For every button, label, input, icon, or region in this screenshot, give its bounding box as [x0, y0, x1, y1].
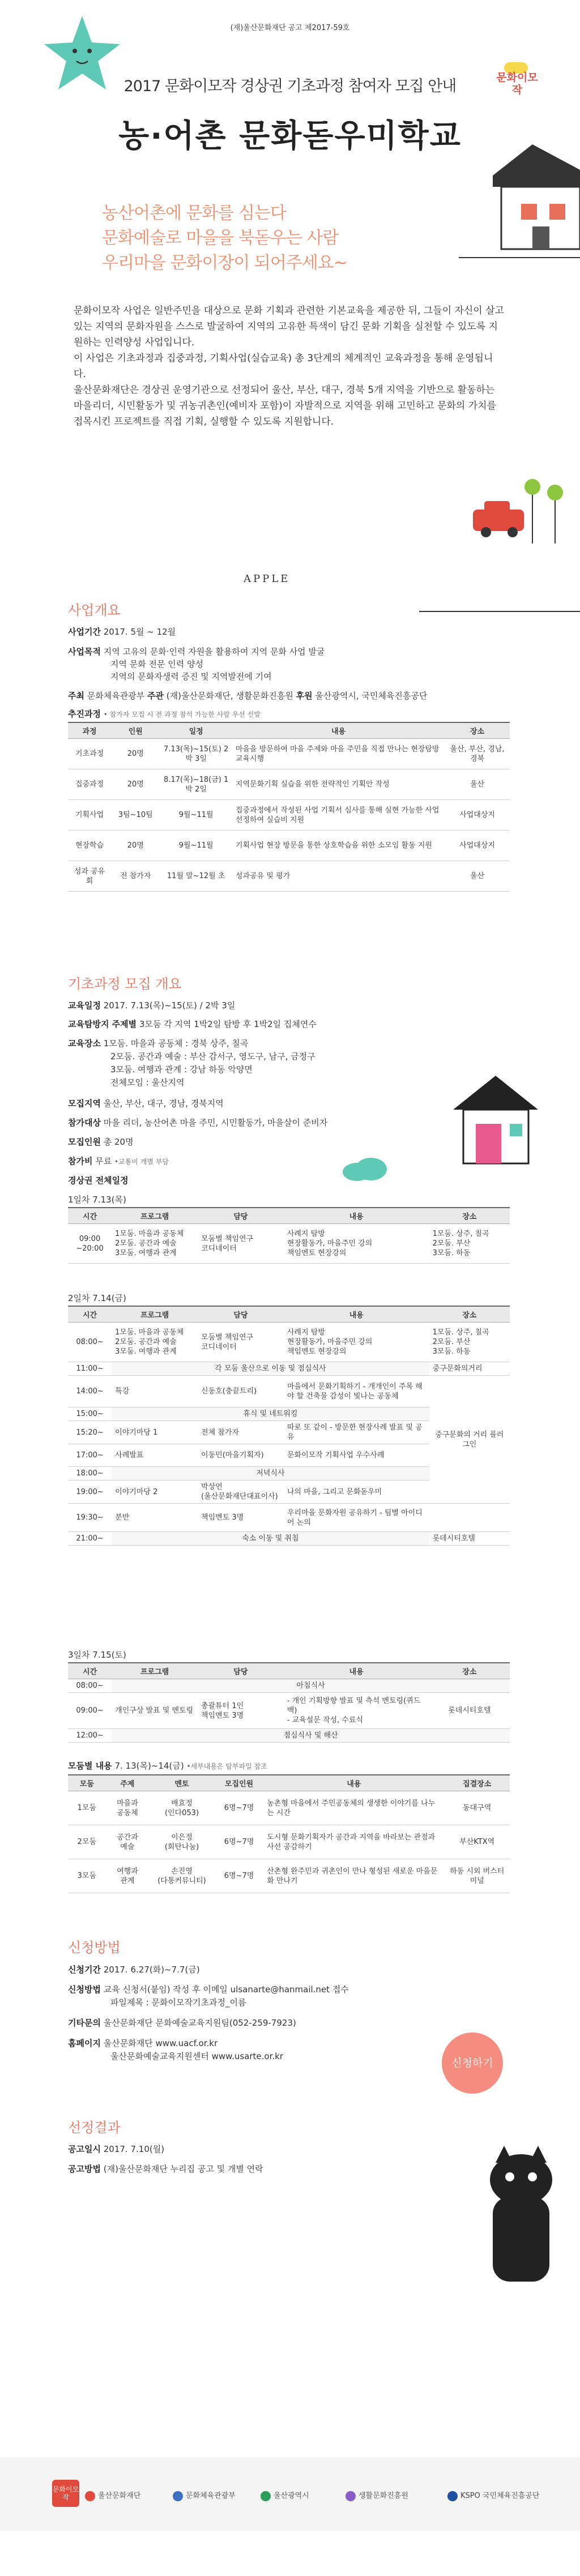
section-apply-title: 신청방법	[68, 1940, 121, 1955]
overview-period	[68, 626, 176, 638]
cell: 08:00~	[68, 1679, 112, 1693]
apply-contact	[68, 2017, 296, 2029]
overview-process	[68, 708, 261, 721]
table-header-row	[68, 722, 510, 739]
cell: 1모둠	[68, 1791, 106, 1825]
organizer-label: 주관	[147, 691, 164, 701]
cell: 6명~7명	[215, 1859, 263, 1893]
group-label: 모둠별 내용	[68, 1761, 112, 1771]
intro-paragraph: 이 사업은 기초과정과 집중과정, 기획사업(실습교육) 총 3단계의 체계적인 교육과정을 통해 운영됩니다.	[74, 353, 493, 380]
table-row	[68, 800, 510, 831]
apply-method	[68, 1983, 349, 1996]
cell: 사례발표	[112, 1444, 198, 1467]
host-value: 문화체육관광부	[87, 691, 145, 701]
cell: 롯데시티호텔	[429, 1693, 510, 1729]
theme-value: 3모둠 각 지역 1박2일 탐방 후 1박2일 집체연수	[139, 1019, 317, 1029]
place-item-3: 3모둠. 여행과 관계 : 강남 하동 악양면	[110, 1064, 253, 1075]
table-row	[68, 1323, 510, 1362]
fee-note: •교통비 개별 부담	[114, 1158, 169, 1166]
apple-text: APPLE	[244, 573, 291, 585]
cell: 울산	[445, 769, 510, 800]
cell: 이은정 (회탄나눔)	[149, 1825, 215, 1859]
cell: 지역문화기획 실습을 위한 전략적인 기획안 작성	[232, 769, 445, 800]
slogan-line: 문화예술로 마을을 북돋우는 사람	[102, 228, 339, 248]
table-header: 과정	[68, 722, 111, 739]
cell: 사업대상지	[445, 800, 510, 831]
cell: 1모둠. 마을과 공동체 2모둠. 공간과 예술 3모둠. 여행과 관계	[112, 1224, 198, 1264]
table-header: 멘토	[149, 1775, 215, 1791]
table-row	[68, 1791, 510, 1825]
overview-host	[68, 690, 427, 702]
cell: 09:00~	[68, 1693, 112, 1729]
basic-place	[68, 1037, 248, 1050]
day3-table	[68, 1662, 510, 1743]
table-header: 내용	[284, 1663, 429, 1679]
process-table	[68, 722, 510, 892]
cell: 사례지 탐방 현장활동가, 마을주민 강의 책임멘토 현장강의	[284, 1323, 429, 1362]
cell: 나의 마을, 그리고 문화돋우미	[284, 1480, 429, 1504]
cell: 기초과정	[68, 739, 111, 769]
cell: 15:20~	[68, 1421, 112, 1444]
detail-label: 경상권 전체일정	[68, 1175, 129, 1186]
table-header-row	[68, 1663, 510, 1679]
cell: 동대구역	[444, 1791, 510, 1825]
date-value: 2017. 7.13(목)~15(토) / 2박 3일	[103, 1000, 236, 1011]
day2-label: 2일차 7.14(금)	[68, 1293, 126, 1303]
section-overview-title: 사업개요	[68, 602, 121, 618]
support-label: 후원	[296, 691, 313, 701]
cell: 여행과 관계	[106, 1859, 149, 1893]
place-item-2: 2모둠. 공간과 예술 : 부산 감서구, 영도구, 남구, 금정구	[110, 1051, 315, 1062]
table-row	[68, 739, 510, 769]
table-header: 내용	[232, 722, 445, 739]
apply-method-value: 교육 신청서(붙임) 작성 후 이메일 ulsanarte@hanmail.net 접수	[103, 1984, 349, 1995]
cell: 11:00~	[68, 1362, 112, 1376]
table-header: 시간	[68, 1208, 112, 1224]
merged-place-cell: 중구문화의 거리 플러그인	[429, 1376, 510, 1504]
cell: 개인구상 발표 및 멘토링	[112, 1693, 198, 1729]
cell: 이야기마당 1	[112, 1421, 198, 1444]
cell: 이야기마당 2	[112, 1480, 198, 1504]
intro-paragraph: 울산문화재단은 경상권 운영기관으로 선정되어 울산, 부산, 대구, 경북 5개 지역을 기반으로 활동하는 마을리더, 시민활동가 및 귀농귀촌인(예비자 포함)이 자발적으로 지역을 위해 고민하고 문화의 가치를 접목시킨 프로젝트를 직접 기획, 실행할 수 있도록 지원합니다.	[74, 384, 497, 427]
table-header: 내용	[284, 1306, 429, 1323]
table-row	[68, 1532, 510, 1546]
table-header: 내용	[263, 1775, 444, 1791]
apply-method-label: 신청방법	[68, 1984, 101, 1995]
cell: 우리마을 문화자원 공유하기 - 팀별 아이디어 논의	[284, 1504, 429, 1532]
page-title: 농·어촌 문화돋우미학교	[118, 118, 462, 155]
theme-label: 교육탐방지 주제별	[68, 1019, 137, 1029]
cell: 1모둠. 상주, 칠곡 2모둠. 부산 3모둠. 하동	[429, 1323, 510, 1362]
date-label: 교육일정	[68, 1000, 101, 1011]
table-header-row	[68, 1306, 510, 1323]
section-result-title: 선정결과	[68, 2120, 121, 2136]
cell: 2모둠	[68, 1825, 106, 1859]
cell: 책임멘토 3명	[198, 1504, 284, 1532]
table-header: 장소	[429, 1663, 510, 1679]
day3-label: 3일차 7.15(토)	[68, 1650, 126, 1660]
footer-stamp	[52, 2480, 79, 2507]
table-header: 모집인원	[215, 1775, 263, 1791]
table-row	[68, 1362, 510, 1376]
cell: 사업대상지	[445, 831, 510, 861]
footer-stamp-text: 문화이모작	[52, 2485, 79, 2501]
logo-life-culture	[346, 2489, 408, 2501]
fee-value: 무료	[95, 1156, 112, 1166]
cell: 6명~7명	[215, 1791, 263, 1825]
table-row	[68, 1693, 510, 1729]
basic-count	[68, 1136, 134, 1148]
table-header: 인원	[111, 722, 160, 739]
section-basic-title: 기초과정 모집 개요	[68, 976, 182, 992]
table-header: 장소	[429, 1208, 510, 1224]
cell: 산촌형 완주민과 귀촌인이 만나 형성된 새로운 마을문화 만나기	[263, 1859, 444, 1893]
cell: 손진영 (다통커뮤니티)	[149, 1859, 215, 1893]
intro-text	[74, 303, 504, 430]
cell: 롯데시티호텔	[429, 1532, 510, 1546]
cell: 사례지 탐방 현장활동가, 마을주민 강의 책임멘토 현장강의	[284, 1224, 429, 1264]
count-label: 모집인원	[68, 1137, 101, 1147]
table-header: 시간	[68, 1306, 112, 1323]
host-label: 주최	[68, 691, 84, 701]
tree-car-illustration	[419, 476, 580, 623]
cell: 따로 또 같이 - 방문한 현장사례 발표 및 공유	[284, 1421, 429, 1444]
cell: 점심식사 및 해산	[112, 1729, 510, 1743]
cell: 12:00~	[68, 1729, 112, 1743]
cell: 18:00~	[68, 1467, 112, 1480]
cell: 모둠별 책임연구 코디네이터	[198, 1323, 284, 1362]
cell: 휴식 및 네트워킹	[112, 1407, 429, 1421]
cell: 11월 말~12월 초	[160, 861, 232, 892]
group-note: •세부내용은 탐부파일 참조	[186, 1762, 267, 1770]
cell: 특강	[112, 1376, 198, 1407]
title-sub: 2017 문화이모작 경상권 기초과정 참여자 모집 안내	[123, 78, 457, 95]
target-value: 마을 리더, 농산어촌 마을 주민, 시민활동가, 마을살이 준비자	[103, 1118, 328, 1128]
slogan-line: 농산어촌에 문화를 심는다	[102, 203, 286, 223]
result-date-label: 공고일시	[68, 2144, 101, 2154]
purpose-item-3: 지역의 문화자생력 증진 및 지역발전에 기여	[110, 671, 272, 682]
basic-region	[68, 1097, 224, 1110]
notice-number: (재)울산문화재단 공고 제2017-59호	[230, 24, 350, 32]
process-label: 추진과정	[68, 709, 101, 719]
basic-target	[68, 1116, 327, 1129]
contact-label: 기타문의	[68, 2018, 101, 2028]
cell: 이동민(마을기획자)	[198, 1444, 284, 1467]
intro-paragraph: 문화이모작 사업은 일반주민을 대상으로 문화 기획과 관련한 기본교육을 제공한 뒤, 그들이 자신이 살고 있는 지역의 문화자원을 스스로 발굴하여 지역의 고유한 특색이 담긴 문화 기획을 실천할 수 있도록 지원하는 인력양성 사업입니다.	[74, 305, 504, 348]
cell: 울산	[445, 861, 510, 892]
cell: 9월~11월	[160, 831, 232, 861]
cell: 전 참가자	[111, 861, 160, 892]
table-row	[68, 1825, 510, 1859]
cat-illustration	[470, 2140, 572, 2287]
table-header: 시간	[68, 1663, 112, 1679]
table-header: 프로그램	[112, 1306, 198, 1323]
result-method-value: (재)울산문화재단 누리집 공고 및 개별 연락	[103, 2164, 263, 2174]
table-row	[68, 1224, 510, 1264]
cell: 박상언 (울산문화재단대표이사)	[198, 1480, 284, 1504]
logo-ulsan	[261, 2489, 309, 2501]
region-label: 모집지역	[68, 1098, 101, 1109]
logo-uacf-text: 울산문화재단	[98, 2492, 141, 2500]
period-label: 사업기간	[68, 627, 101, 637]
logo-uacf	[85, 2489, 140, 2501]
house-illustration	[447, 136, 580, 272]
basic-date	[68, 999, 235, 1012]
table-header-row	[68, 1208, 510, 1224]
logo-mcst-text: 문화체육관광부	[186, 2492, 236, 2500]
cell: 저녁식사	[112, 1467, 429, 1480]
table-header: 모둠	[68, 1775, 106, 1791]
basic-theme	[68, 1018, 317, 1030]
basic-detail-label	[68, 1174, 129, 1187]
place-label: 교육장소	[68, 1038, 101, 1049]
cell: 19:00~	[68, 1480, 112, 1504]
table-header: 일정	[160, 722, 232, 739]
home-value-1: 울산문화재단 www.uacf.or.kr	[103, 2038, 218, 2048]
group-label-line	[68, 1760, 267, 1773]
cell: 총괄튜터 1인 책임멘토 3명	[198, 1693, 284, 1729]
table-row	[68, 1679, 510, 1693]
cell: 마을과 공동체	[106, 1791, 149, 1825]
purpose-item-2: 지역 문화 전문 인력 양성	[110, 659, 203, 669]
place-item-4: 전체모임 : 울산지역	[110, 1077, 185, 1088]
result-date-value: 2017. 7.10(월)	[103, 2144, 165, 2154]
table-header: 장소	[445, 722, 510, 739]
day1-label: 1일차 7.13(목)	[68, 1195, 126, 1205]
region-value: 울산, 부산, 대구, 경남, 경북지역	[103, 1098, 224, 1109]
organizer-value: (재)울산문화재단, 생활문화진흥원	[166, 691, 293, 701]
table-header: 집결장소	[444, 1775, 510, 1791]
cell: 분반	[112, 1504, 198, 1532]
table-header: 주제	[106, 1775, 149, 1791]
table-header: 담당	[198, 1306, 284, 1323]
cell: 부산KTX역	[444, 1825, 510, 1859]
table-header: 내용	[284, 1208, 429, 1224]
place-item: 1모둠. 마을과 공동체 : 경북 상주, 칠곡	[103, 1038, 249, 1049]
home-label: 홈페이지	[68, 2038, 101, 2048]
cell: 7.13(목)~15(토) 2박 3일	[160, 739, 232, 769]
result-method	[68, 2163, 263, 2175]
cell: 신동호(충끝트리)	[198, 1376, 284, 1407]
process-note: • 참가자 모집 시 전 과정 참석 가능한 사람 우선 선발	[103, 711, 261, 718]
cell: 3모둠	[68, 1859, 106, 1893]
table-header: 프로그램	[112, 1663, 198, 1679]
slogan-line: 우리마을 문화이장이 되어주세요~	[102, 253, 347, 273]
cell: 배효정 (인다053)	[149, 1791, 215, 1825]
cell: 09:00 ~20:00	[68, 1224, 112, 1264]
purpose-label: 사업목적	[68, 647, 101, 657]
logo-ulsan-text: 울산광역시	[274, 2492, 309, 2500]
table-header: 담당	[198, 1208, 284, 1224]
cell: 기획사업 현장 방문을 통한 상호학습을 위한 소모임 활동 지원	[232, 831, 445, 861]
contact-value: 울산문화재단 문화예술교육지원팀(052-259-7923)	[103, 2018, 296, 2028]
cell: 현장학습	[68, 831, 111, 861]
table-row	[68, 861, 510, 892]
result-method-label: 공고방법	[68, 2164, 101, 2174]
cell: 1모둠. 마을과 공동체 2모둠. 공간과 예술 3모둠. 여행과 관계	[112, 1323, 198, 1362]
cell: 14:00~	[68, 1376, 112, 1407]
cell: 성과 공유회	[68, 861, 111, 892]
table-row	[68, 1504, 510, 1532]
cell: 전체 참가자	[198, 1421, 284, 1444]
cell: 3팀~10팀	[111, 800, 160, 831]
cell: 9월~11월	[160, 800, 232, 831]
group-table	[68, 1774, 510, 1893]
cell: 1모둠. 상주, 칠곡 2모둠. 부산 3모둠. 하동	[429, 1224, 510, 1264]
table-row	[68, 1729, 510, 1743]
slogan	[102, 201, 347, 276]
cell: 6명~7명	[215, 1825, 263, 1859]
cell: 도시형 문화기획자가 공간과 지역을 바라보는 관점과 사선 공감하기	[263, 1825, 444, 1859]
cell: 기획사업	[68, 800, 111, 831]
apply-period	[68, 1963, 200, 1976]
day2-table	[68, 1306, 510, 1546]
logo-mcst	[173, 2489, 236, 2501]
support-value: 울산광역시, 국민체육진흥공단	[315, 691, 428, 701]
cell: - 개인 기획방향 발표 및 측석 멘토링(퀴드백) - 교육설문 작성, 수료식	[284, 1693, 429, 1729]
cell: 각 모둠 울산으로 이동 및 점심식사	[112, 1362, 429, 1376]
cell: 울산, 부산, 경남, 경북	[445, 739, 510, 769]
purpose-item: 지역 고유의 문화·인력 자원을 활용하여 지역 문화 사업 발굴	[103, 647, 325, 657]
cell: 15:00~	[68, 1407, 112, 1421]
pink-house-illustration	[442, 1064, 555, 1172]
cell: 집중과정에서 작성된 사업 기획서 심사를 통해 실현 가능한 사업 선정하여 실습비 지원	[232, 800, 445, 831]
cell: 19:30~	[68, 1504, 112, 1532]
apply-period-value: 2017. 6.27(화)~7.7(금)	[103, 1965, 200, 1975]
cell: 성과공유 및 평가	[232, 861, 445, 892]
cell: 모둠별 책임연구 코디네이터	[198, 1224, 284, 1264]
table-row	[68, 769, 510, 800]
cell: 숙소 이동 및 취침	[112, 1532, 429, 1546]
cell: 20명	[111, 739, 160, 769]
fee-label: 참가비	[68, 1156, 93, 1166]
table-row	[68, 1859, 510, 1893]
apply-button[interactable]: 신청하기	[442, 2032, 503, 2094]
cell: 집중과정	[68, 769, 111, 800]
day1-table	[68, 1207, 510, 1264]
table-header: 프로그램	[112, 1208, 198, 1224]
table-row	[68, 831, 510, 861]
logo-life-culture-text: 생활문화진흥원	[359, 2492, 408, 2500]
cell	[429, 1504, 510, 1532]
apply-period-label: 신청기간	[68, 1965, 101, 1975]
apply-method-2: 파일제목 : 문화이모작기초과정_이름	[110, 1997, 246, 2008]
cell: 21:00~	[68, 1532, 112, 1546]
table-row	[68, 1376, 510, 1407]
period-value: 2017. 5월 ~ 12월	[103, 627, 176, 637]
cell: 20명	[111, 769, 160, 800]
table-header: 장소	[429, 1306, 510, 1323]
cell: 17:00~	[68, 1444, 112, 1467]
logo-kspo	[447, 2489, 539, 2501]
result-date	[68, 2143, 164, 2155]
group-sub: 7. 13(목)~14(금)	[114, 1761, 184, 1771]
apply-home	[68, 2037, 218, 2049]
basic-fee	[68, 1155, 169, 1168]
logo-kspo-text: KSPO 국민체육진흥공단	[460, 2492, 540, 2500]
cell: 8.17(목)~18(금) 1박 2일	[160, 769, 232, 800]
cell: 공간과 예술	[106, 1825, 149, 1859]
cell: 08:00~	[68, 1323, 112, 1362]
cell: 하동 시외 버스터미널	[444, 1859, 510, 1893]
home-value-2: 울산문화예술교육지원센터 www.usarte.or.kr	[110, 2051, 283, 2061]
overview-purpose	[68, 645, 325, 658]
cell: 문화이모작 기획사업 우수사례	[284, 1444, 429, 1467]
cell: 마을에서 문화기획하기 - 개개인이 주목 해야 할 건축물 감성이 빛나는 공동체	[284, 1376, 429, 1407]
table-header: 담당	[198, 1663, 284, 1679]
cell: 마을을 방문하여 마을 주제와 마을 주민을 직접 만나는 현장탐방 교육시행	[232, 739, 445, 769]
program-logo	[492, 62, 543, 97]
table-header-row	[68, 1775, 510, 1791]
count-value: 총 20명	[103, 1137, 134, 1147]
cell: 20명	[111, 831, 160, 861]
target-label: 참가대상	[68, 1118, 101, 1128]
program-logo-text: 문화이모작	[496, 71, 538, 96]
cloud-illustration	[340, 1155, 391, 1183]
cell: 농촌형 마을에서 주민공동체의 생생한 이야기를 나누는 시간	[263, 1791, 444, 1825]
cell: 아침식사	[112, 1679, 510, 1693]
cell: 중구문화의거리	[429, 1362, 510, 1376]
